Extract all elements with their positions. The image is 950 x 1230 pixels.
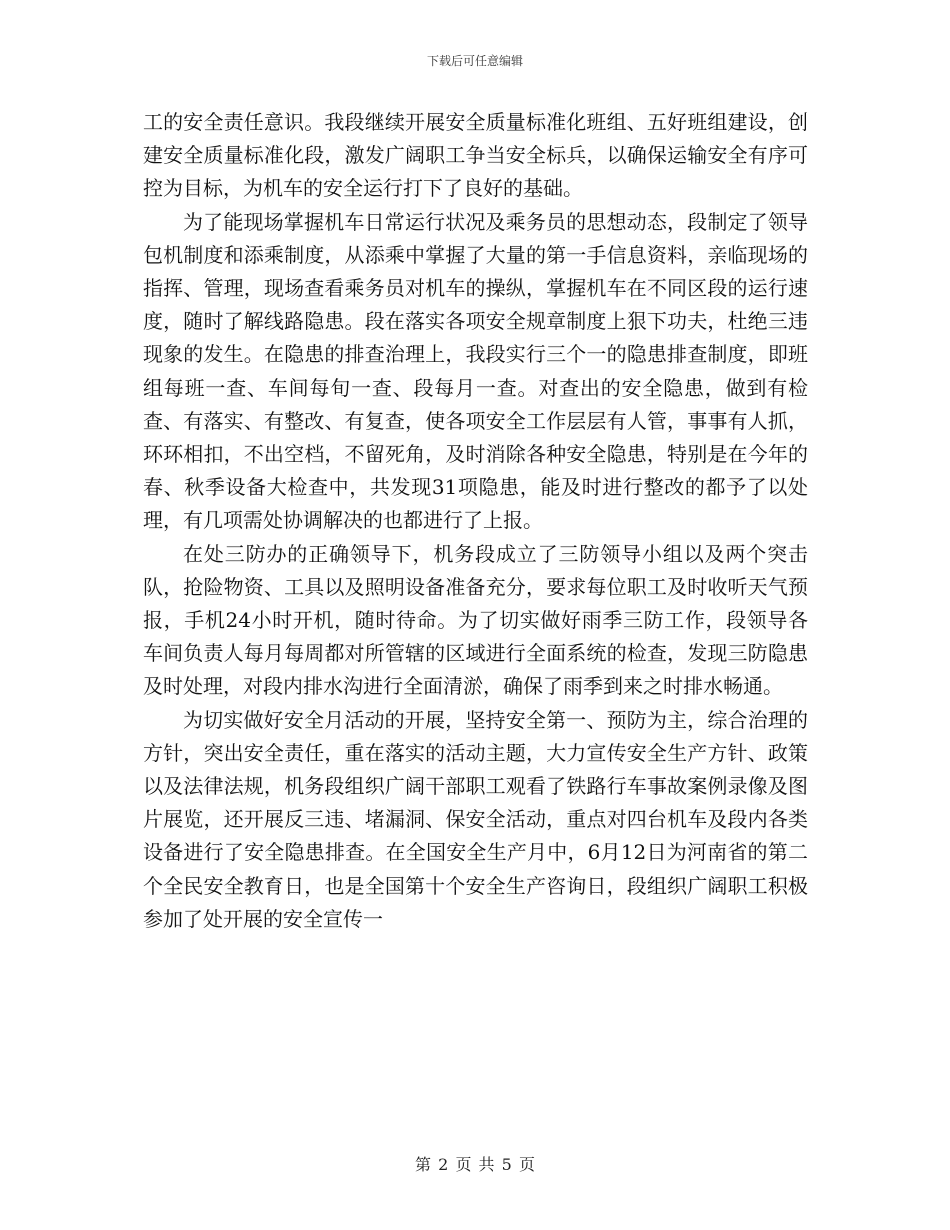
total-unit: 页 bbox=[518, 1155, 535, 1174]
total-prefix: 共 bbox=[478, 1155, 495, 1174]
paragraph: 为了能现场掌握机车日常运行状况及乘务员的思想动态，段制定了领导包机制度和添乘制度，从添乘中掌握了大量的第一手信息资料，亲临现场的指挥、管理，现场查看乘务员对机车的操纵，掌握机车在不同区段的运行速度，随时了解线路隐患。段在落实各项安全规章制度上狠下功夫，杜绝三违现象的发生。在隐患的排查治理上，我段实行三个一的隐患排查制度，即班组每班一查、车间每旬一查、段每月一查。对查出的安全隐患，做到有检查、有落实、有整改、有复查，使各项安全工作层层有人管，事事有人抓，环环相扣，不出空档，不留死角，及时消除各种安全隐患，特别是在今年的春、秋季设备大检查中，共发现31项隐患，能及时进行整改的都予了以处理，有几项需处协调解决的也都进行了上报。 bbox=[143, 209, 808, 533]
page-header-note: 下载后可任意编辑 bbox=[426, 54, 523, 68]
page-prefix: 第 bbox=[415, 1155, 432, 1174]
page-unit: 页 bbox=[455, 1155, 472, 1174]
page-number: 2 bbox=[438, 1155, 449, 1174]
total-pages: 5 bbox=[501, 1155, 512, 1174]
page-footer bbox=[0, 1153, 950, 1177]
paragraph: 在处三防办的正确领导下，机务段成立了三防领导小组以及两个突击队，抢险物资、工具以及照明设备准备充分，要求每位职工及时收听天气预报，手机24小时开机，随时待命。为了切实做好雨季三防工作，段领导各车间负责人每月每周都对所管辖的区域进行全面系统的检查，发现三防隐患及时处理，对段内排水沟进行全面清淤，确保了雨季到来之时排水畅通。 bbox=[143, 541, 808, 699]
paragraph: 为切实做好安全月活动的开展，坚持安全第一、预防为主，综合治理的方针，突出安全责任，重在落实的活动主题，大力宣传安全生产方针、政策以及法律法规，机务段组织广阔干部职工观看了铁路行车事故案例录像及图片展览，还开展反三违、堵漏洞、保安全活动，重点对四台机车及段内各类设备进行了安全隐患排查。在全国安全生产月中，6月12日为河南省的第二个全民安全教育日，也是全国第十个安全生产咨询日，段组织广阔职工积极参加了处开展的安全宣传一 bbox=[143, 707, 808, 931]
paragraph-continuation: 工的安全责任意识。我段继续开展安全质量标准化班组、五好班组建设，创建安全质量标准化段，激发广阔职工争当安全标兵，以确保运输安全有序可控为目标，为机车的安全运行打下了良好的基础。 bbox=[143, 110, 808, 201]
document-body bbox=[143, 106, 808, 936]
